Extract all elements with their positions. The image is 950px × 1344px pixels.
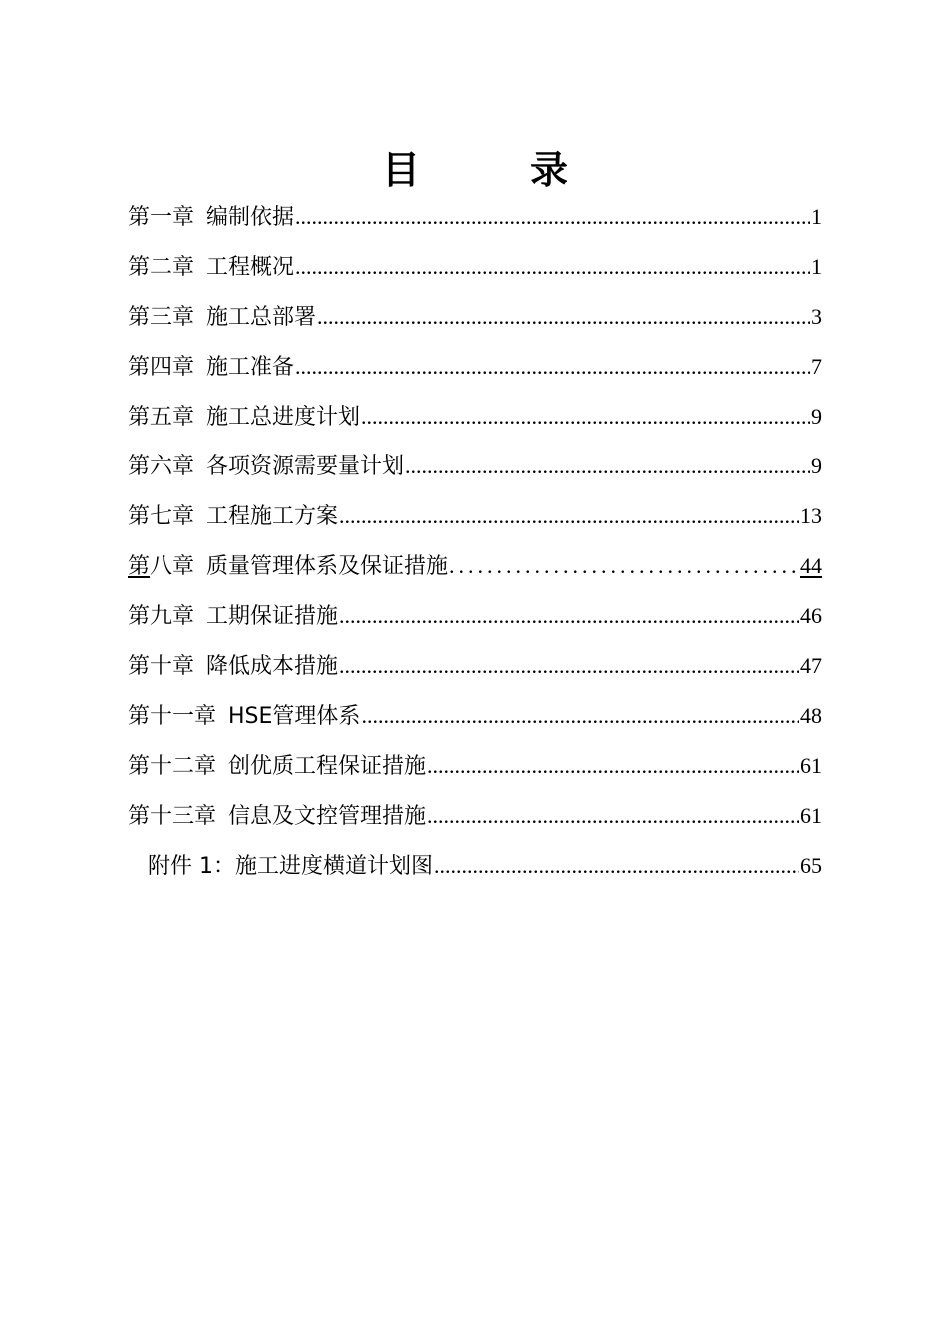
toc-dot-leader bbox=[361, 392, 810, 442]
toc-heading: HSE管理体系 bbox=[228, 703, 361, 729]
toc-chapter-number: 第十二章 bbox=[128, 753, 217, 779]
toc-entry[interactable] bbox=[128, 791, 822, 841]
toc-entry[interactable] bbox=[128, 591, 822, 641]
toc-page-number: 9 bbox=[811, 403, 822, 429]
toc-page-number: 13 bbox=[800, 503, 822, 529]
toc-page-number: 7 bbox=[811, 353, 822, 379]
toc-entry[interactable] bbox=[128, 441, 822, 491]
toc-dot-leader bbox=[434, 841, 799, 891]
toc-page-number: 3 bbox=[811, 303, 822, 329]
toc-chapter-number: 第一章 bbox=[128, 205, 195, 230]
toc-dot-leader bbox=[339, 591, 799, 641]
toc-page-number: 61 bbox=[800, 802, 822, 828]
toc-heading: 信息及文控管理措施 bbox=[228, 803, 427, 829]
toc-heading: 编制依据 bbox=[206, 205, 295, 230]
toc-heading: 施工准备 bbox=[206, 354, 295, 380]
toc-entry[interactable] bbox=[128, 541, 822, 591]
toc-entry[interactable] bbox=[128, 242, 822, 292]
toc-dot-leader bbox=[295, 342, 810, 392]
toc-entry[interactable] bbox=[128, 491, 822, 541]
toc-heading: 工期保证措施 bbox=[206, 604, 339, 630]
toc-dot-leader bbox=[405, 441, 810, 491]
toc-page-number: 48 bbox=[800, 702, 822, 728]
toc-entry[interactable] bbox=[128, 741, 822, 791]
toc-list bbox=[128, 192, 822, 890]
toc-heading: 施工总进度计划 bbox=[206, 404, 361, 430]
toc-dot-leader bbox=[339, 491, 799, 541]
toc-chapter-number: 第四章 bbox=[128, 354, 195, 380]
toc-heading: 附件 1：施工进度横道计划图 bbox=[148, 853, 433, 879]
toc-chapter-number: 第九章 bbox=[128, 604, 195, 630]
toc-heading: 创优质工程保证措施 bbox=[228, 753, 427, 779]
toc-chapter-number: 第七章 bbox=[128, 504, 195, 530]
toc-entry[interactable] bbox=[128, 192, 822, 242]
toc-title: 目 录 bbox=[381, 148, 604, 192]
toc-chapter-number: 第二章 bbox=[128, 254, 195, 280]
toc-chapter-number: 第十一章 bbox=[128, 703, 217, 729]
toc-dot-leader bbox=[295, 242, 810, 292]
toc-page-number: 47 bbox=[800, 653, 822, 679]
toc-heading: 各项资源需要量计划 bbox=[206, 454, 405, 480]
toc-page-number: 1 bbox=[811, 204, 822, 229]
toc-heading: 工程施工方案 bbox=[206, 504, 339, 530]
toc-page-number: 9 bbox=[811, 453, 822, 479]
toc-entry[interactable] bbox=[128, 841, 822, 891]
toc-chapter-number: 第三章 bbox=[128, 304, 195, 330]
toc-dot-leader bbox=[427, 741, 799, 791]
toc-heading: 工程概况 bbox=[206, 254, 295, 280]
toc-entry[interactable] bbox=[128, 292, 822, 342]
toc-entry[interactable] bbox=[128, 641, 822, 691]
toc-dot-leader bbox=[339, 641, 799, 691]
toc-heading: 降低成本措施 bbox=[206, 654, 339, 680]
toc-heading: 施工总部署 bbox=[206, 304, 317, 330]
toc-dot-leader bbox=[427, 791, 799, 841]
toc-entry[interactable] bbox=[128, 342, 822, 392]
toc-page-number: 65 bbox=[800, 852, 822, 878]
toc-page-number: 46 bbox=[800, 603, 822, 629]
toc-dot-leader bbox=[295, 192, 810, 242]
toc-page-number: 1 bbox=[811, 253, 822, 279]
toc-chapter-number: 第十章 bbox=[128, 654, 195, 680]
toc-chapter-number: 第六章 bbox=[128, 454, 195, 480]
toc-page-number: 61 bbox=[800, 752, 822, 778]
toc-heading: 质量管理体系及保证措施 bbox=[206, 554, 449, 580]
toc-dot-leader bbox=[361, 691, 799, 741]
toc-chapter-number: 第五章 bbox=[128, 404, 195, 430]
toc-chapter-number: 第十三章 bbox=[128, 803, 217, 829]
toc-dot-leader bbox=[317, 292, 810, 342]
toc-page-number: 44 bbox=[800, 553, 822, 579]
toc-entry[interactable] bbox=[128, 691, 822, 741]
toc-entry[interactable] bbox=[128, 392, 822, 442]
toc-chapter-number: 第八章 bbox=[128, 554, 195, 580]
toc-dot-leader bbox=[449, 541, 799, 591]
